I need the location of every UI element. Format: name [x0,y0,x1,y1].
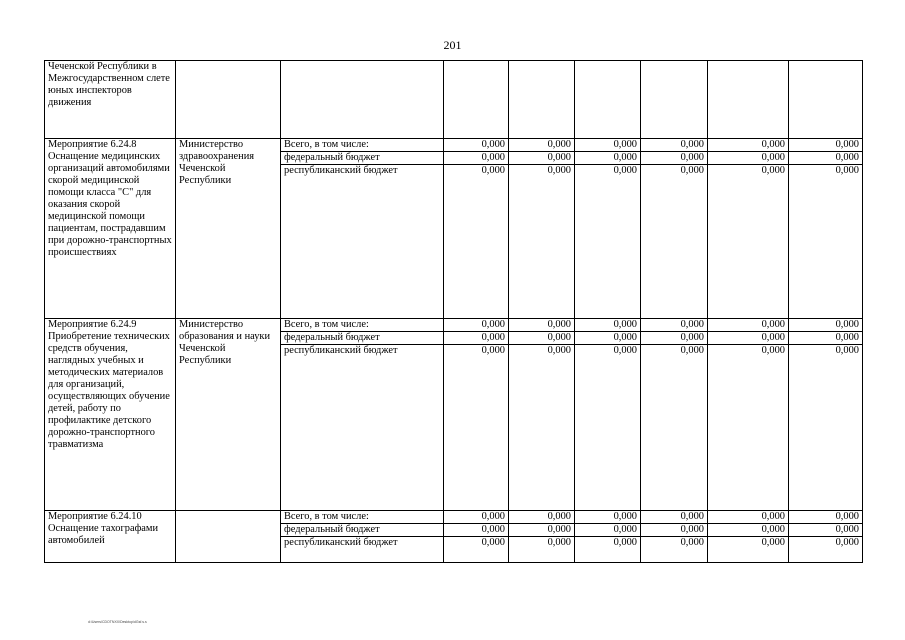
value-cell: 0,000 [789,511,863,524]
measure-row [45,319,863,332]
value-cell: 0,000 [789,345,863,511]
budget-table [44,60,863,563]
source-cell: Всего, в том числе: [281,139,444,152]
value-cell: 0,000 [708,345,789,511]
value-cell: 0,000 [641,511,708,524]
source-cell: республиканский бюджет [281,345,444,511]
value-cell: 0,000 [509,139,575,152]
value-cell: 0,000 [789,332,863,345]
value-cell: 0,000 [789,139,863,152]
value-cell: 0,000 [509,319,575,332]
value-cell: 0,000 [575,152,641,165]
measure-name-cell: Мероприятие 6.24.10 Оснащение тахографами автомобилей [45,511,176,563]
source-cell [281,61,444,139]
source-cell: федеральный бюджет [281,524,444,537]
value-cell: 0,000 [708,524,789,537]
value-cell: 0,000 [641,537,708,563]
value-cell: 0,000 [575,511,641,524]
value-cell: 0,000 [575,345,641,511]
value-cell: 0,000 [509,165,575,319]
measure-row [45,139,863,152]
source-cell: республиканский бюджет [281,165,444,319]
value-cell: 0,000 [641,524,708,537]
page-number: 201 [443,38,462,52]
value-cell: 0,000 [509,332,575,345]
source-cell: Всего, в том числе: [281,319,444,332]
value-cell: 0,000 [444,139,509,152]
value-cell: 0,000 [641,345,708,511]
value-cell [789,61,863,139]
value-cell: 0,000 [641,332,708,345]
value-cell [708,61,789,139]
value-cell: 0,000 [708,332,789,345]
value-cell: 0,000 [444,319,509,332]
measure-row [45,511,863,524]
value-cell: 0,000 [509,511,575,524]
continuation-row [45,61,863,139]
measure-name-cell: Мероприятие 6.24.8 Оснащение медицинских организаций автомобилями скорой медицинской помощи класса "С" для оказания скорой медицинской помощи пациентам, пострадавшим при дорожно-транспортных происшествиях [45,139,176,319]
value-cell: 0,000 [444,165,509,319]
value-cell: 0,000 [575,332,641,345]
value-cell: 0,000 [509,152,575,165]
source-cell: Всего, в том числе: [281,511,444,524]
executor-cell [176,511,281,563]
value-cell: 0,000 [641,139,708,152]
value-cell: 0,000 [509,537,575,563]
measure-name-cell: Мероприятие 6.24.9 Приобретение технических средств обучения, наглядных учебных и методических материалов для организаций, осуществляющих обучение детей, работу по профилактике детского дорожно-транспортного травматизма [45,319,176,511]
measure-name-cell: Чеченской Республики в Межгосударственном слете юных инспекторов движения [45,61,176,139]
value-cell: 0,000 [641,165,708,319]
value-cell: 0,000 [708,537,789,563]
value-cell: 0,000 [708,139,789,152]
source-cell: республиканский бюджет [281,537,444,563]
value-cell: 0,000 [444,152,509,165]
value-cell: 0,000 [575,319,641,332]
value-cell [575,61,641,139]
executor-cell [176,61,281,139]
value-cell: 0,000 [444,524,509,537]
value-cell [641,61,708,139]
value-cell: 0,000 [575,524,641,537]
value-cell: 0,000 [789,537,863,563]
value-cell: 0,000 [789,524,863,537]
value-cell: 0,000 [641,319,708,332]
value-cell [444,61,509,139]
value-cell: 0,000 [444,511,509,524]
source-cell: федеральный бюджет [281,152,444,165]
value-cell: 0,000 [789,165,863,319]
value-cell: 0,000 [444,537,509,563]
value-cell [509,61,575,139]
executor-cell: Министерство здравоохранения Чеченской Республики [176,139,281,319]
value-cell: 0,000 [708,511,789,524]
source-cell: федеральный бюджет [281,332,444,345]
footer-file-path: d:\Users\CDOTNXX\Desktop\dGsf.s.s [88,620,147,624]
value-cell: 0,000 [708,152,789,165]
value-cell: 0,000 [641,152,708,165]
executor-cell: Министерство образования и науки Чеченской Республики [176,319,281,511]
value-cell: 0,000 [575,165,641,319]
value-cell: 0,000 [708,319,789,332]
value-cell: 0,000 [444,332,509,345]
value-cell: 0,000 [444,345,509,511]
value-cell: 0,000 [575,537,641,563]
value-cell: 0,000 [708,165,789,319]
value-cell: 0,000 [575,139,641,152]
value-cell: 0,000 [789,319,863,332]
value-cell: 0,000 [789,152,863,165]
value-cell: 0,000 [509,524,575,537]
value-cell: 0,000 [509,345,575,511]
